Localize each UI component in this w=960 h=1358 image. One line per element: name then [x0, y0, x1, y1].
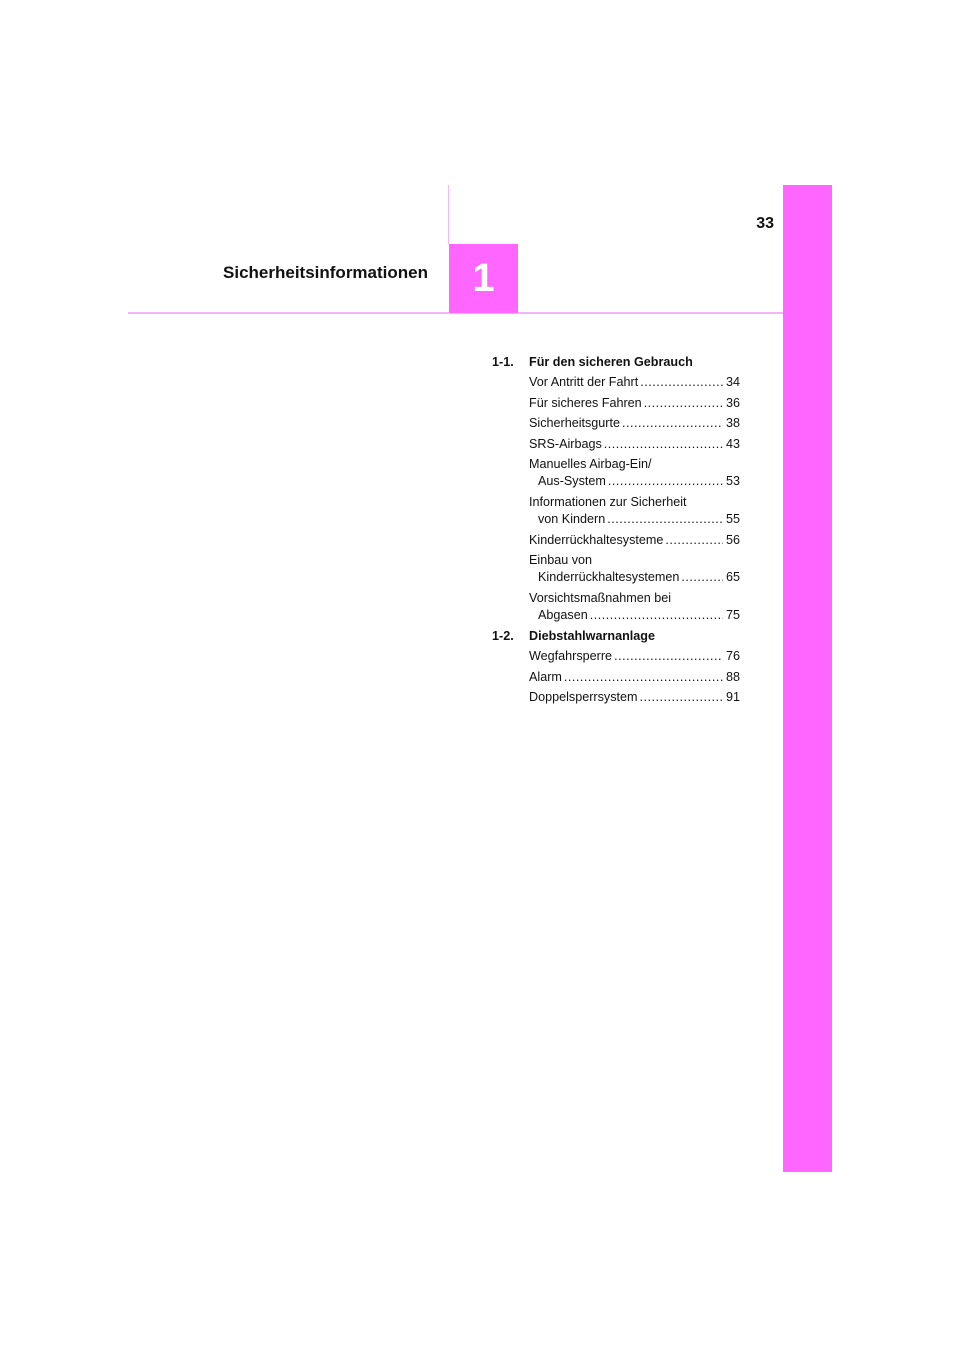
toc-entry[interactable] [529, 415, 740, 432]
toc-entry-title-continued: von Kindern [538, 512, 606, 527]
toc-entry[interactable] [529, 552, 740, 587]
toc-dot-leader [608, 473, 723, 490]
chapter-side-tab [783, 185, 832, 1172]
toc-entry-page-number: 34 [725, 375, 740, 390]
toc-dot-leader [644, 395, 723, 412]
toc-entry-page-number: 53 [725, 474, 740, 489]
toc-dot-leader [614, 648, 723, 665]
toc-entry-page-number: 76 [725, 649, 740, 664]
toc-section [492, 628, 740, 707]
toc-entry[interactable] [529, 532, 740, 549]
toc-section [492, 354, 740, 625]
toc-entry-title-continued: Aus-System [538, 474, 606, 489]
toc-entry[interactable] [529, 689, 740, 706]
toc-entry[interactable] [529, 590, 740, 625]
toc-entry-page-number: 43 [725, 436, 740, 451]
toc-dot-leader [604, 436, 723, 453]
toc-entry-page-number: 91 [725, 689, 740, 704]
toc-entry-page-number: 65 [725, 570, 740, 585]
toc-entry-title: Kinderrückhaltesysteme [529, 532, 664, 547]
toc-entry-page-number: 88 [725, 669, 740, 684]
toc-entry-title: Wegfahrsperre [529, 649, 613, 664]
toc-dot-leader [590, 607, 723, 624]
toc-entry-title-continued: Abgasen [538, 608, 588, 623]
toc-dot-leader [665, 532, 723, 549]
toc-section-number: 1-2. [492, 628, 514, 643]
chapter-title: Sicherheitsinformationen [223, 263, 428, 282]
toc-entry-page-number: 55 [725, 512, 740, 527]
toc-entry-title-continued: Kinderrückhaltesystemen [538, 570, 680, 585]
toc-dot-leader [681, 569, 723, 586]
toc-entry-title: Einbau von [529, 553, 593, 568]
toc-dot-leader [640, 374, 723, 391]
toc-entry-title: Alarm [529, 669, 562, 684]
toc-entry[interactable] [529, 436, 740, 453]
toc-entry-title: Vor Antritt der Fahrt [529, 375, 639, 390]
toc-entry-page-number: 75 [725, 608, 740, 623]
toc-dot-leader [607, 511, 723, 528]
toc-entry[interactable] [529, 648, 740, 665]
toc-entry[interactable] [529, 456, 740, 491]
toc-entry-title: Manuelles Airbag-Ein/ [529, 457, 652, 472]
toc-entry-title: Doppelsperrsystem [529, 689, 638, 704]
chapter-number: 1 [472, 256, 495, 300]
toc-entry-page-number: 36 [725, 395, 740, 410]
toc-entry-title: SRS-Airbags [529, 436, 602, 451]
toc-section-title: Für den sicheren Gebrauch [529, 355, 693, 369]
chapter-number-box [449, 244, 518, 313]
toc-entry-page-number: 38 [725, 416, 740, 431]
toc-entry-title: Sicherheitsgurte [529, 416, 621, 431]
toc-section-title: Diebstahlwarnanlage [529, 628, 655, 643]
header-vertical-rule [448, 185, 449, 244]
toc-entry[interactable] [529, 395, 740, 412]
toc-entry-title: Vorsichtsmaßnahmen bei [529, 590, 672, 605]
toc-entry-title: Informationen zur Sicherheit [529, 494, 687, 509]
toc-section-heading[interactable] [492, 628, 740, 645]
toc-section-heading[interactable] [492, 354, 740, 371]
toc-entry-title: Für sicheres Fahren [529, 395, 642, 410]
toc-dot-leader [640, 689, 723, 706]
toc-dot-leader [622, 415, 723, 432]
page-number: 33 [756, 215, 774, 232]
table-of-contents [492, 354, 740, 709]
toc-entry[interactable] [529, 669, 740, 686]
toc-section-number: 1-1. [492, 355, 514, 369]
toc-entry-page-number: 56 [725, 532, 740, 547]
toc-entry[interactable] [529, 494, 740, 529]
toc-dot-leader [564, 669, 723, 686]
toc-entry[interactable] [529, 374, 740, 391]
